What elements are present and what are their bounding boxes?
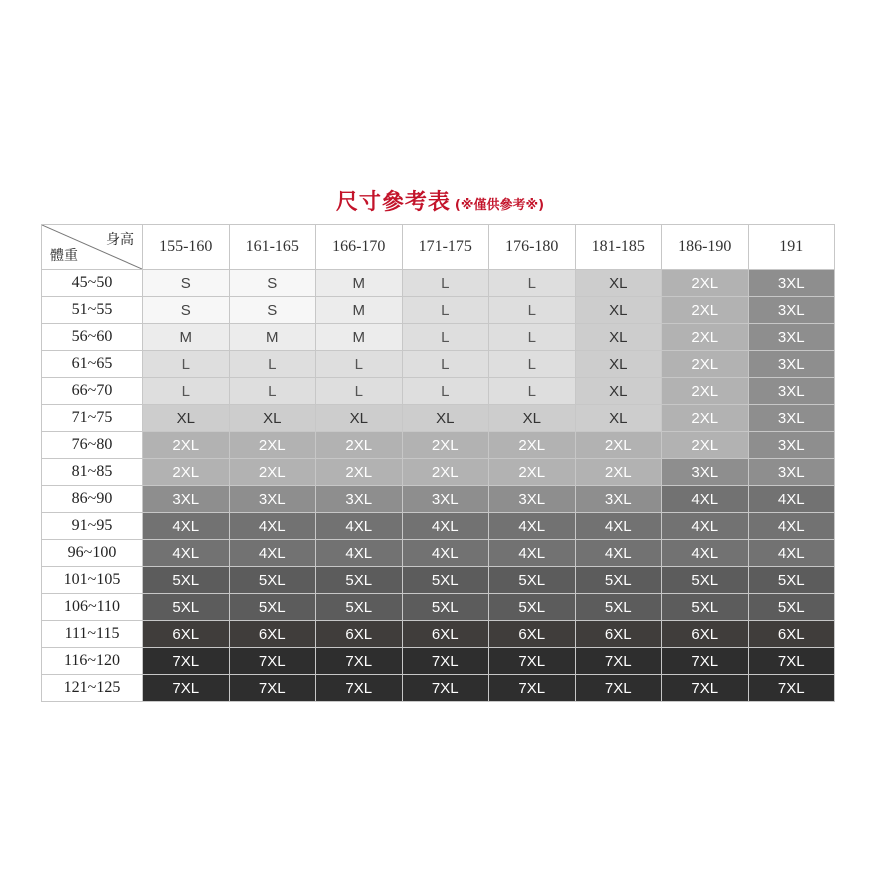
- size-cell: 2XL: [316, 459, 403, 486]
- table-row: [42, 675, 835, 702]
- size-table: [41, 224, 835, 702]
- size-cell: 3XL: [489, 486, 576, 513]
- table-row: [42, 513, 835, 540]
- size-cell: S: [229, 270, 316, 297]
- size-cell: 4XL: [229, 513, 316, 540]
- table-row: [42, 594, 835, 621]
- size-cell: L: [402, 324, 489, 351]
- size-cell: 2XL: [662, 405, 749, 432]
- size-cell: XL: [575, 405, 662, 432]
- size-cell: 5XL: [316, 594, 403, 621]
- size-cell: L: [489, 297, 576, 324]
- size-cell: 5XL: [662, 594, 749, 621]
- size-cell: 7XL: [489, 675, 576, 702]
- size-cell: XL: [316, 405, 403, 432]
- size-cell: 2XL: [489, 432, 576, 459]
- size-cell: 2XL: [143, 432, 230, 459]
- title-main: 尺寸參考表: [335, 190, 451, 215]
- size-cell: 6XL: [402, 621, 489, 648]
- size-cell: 7XL: [489, 648, 576, 675]
- size-cell: 5XL: [575, 594, 662, 621]
- height-header: 161-165: [229, 225, 316, 270]
- size-cell: 2XL: [662, 270, 749, 297]
- title-note: (※僅供參考※): [454, 198, 545, 213]
- size-cell: 5XL: [489, 594, 576, 621]
- size-cell: XL: [402, 405, 489, 432]
- size-cell: 3XL: [748, 405, 835, 432]
- size-cell: 5XL: [143, 567, 230, 594]
- size-cell: 6XL: [662, 621, 749, 648]
- size-cell: 2XL: [662, 432, 749, 459]
- size-cell: 3XL: [748, 270, 835, 297]
- size-cell: L: [489, 324, 576, 351]
- size-cell: 4XL: [316, 513, 403, 540]
- height-header: 186-190: [662, 225, 749, 270]
- size-cell: 2XL: [662, 324, 749, 351]
- size-cell: 7XL: [748, 648, 835, 675]
- table-row: [42, 621, 835, 648]
- size-cell: 3XL: [402, 486, 489, 513]
- size-cell: 3XL: [748, 324, 835, 351]
- size-cell: XL: [575, 351, 662, 378]
- size-cell: 7XL: [143, 675, 230, 702]
- size-cell: XL: [489, 405, 576, 432]
- weight-cell: 45~50: [42, 270, 143, 297]
- size-cell: 6XL: [748, 621, 835, 648]
- size-cell: 7XL: [316, 675, 403, 702]
- size-cell: 4XL: [143, 513, 230, 540]
- size-cell: 2XL: [489, 459, 576, 486]
- size-cell: L: [402, 351, 489, 378]
- weight-cell: 91~95: [42, 513, 143, 540]
- size-cell: 6XL: [229, 621, 316, 648]
- size-cell: 6XL: [143, 621, 230, 648]
- height-label: 身高: [106, 232, 134, 248]
- size-cell: XL: [575, 378, 662, 405]
- size-cell: L: [402, 270, 489, 297]
- height-header: 181-185: [575, 225, 662, 270]
- size-cell: L: [402, 297, 489, 324]
- size-cell: 5XL: [575, 567, 662, 594]
- size-cell: 4XL: [748, 513, 835, 540]
- size-cell: S: [143, 297, 230, 324]
- size-cell: S: [143, 270, 230, 297]
- height-header: 155-160: [143, 225, 230, 270]
- size-cell: 5XL: [229, 594, 316, 621]
- size-cell: 6XL: [575, 621, 662, 648]
- size-cell: 3XL: [575, 486, 662, 513]
- size-cell: L: [229, 351, 316, 378]
- size-cell: 7XL: [748, 675, 835, 702]
- size-cell: 2XL: [143, 459, 230, 486]
- weight-cell: 96~100: [42, 540, 143, 567]
- table-row: [42, 486, 835, 513]
- size-cell: 7XL: [402, 648, 489, 675]
- size-cell: 4XL: [748, 486, 835, 513]
- height-header: 176-180: [489, 225, 576, 270]
- size-cell: L: [489, 378, 576, 405]
- size-cell: 4XL: [489, 540, 576, 567]
- size-cell: 4XL: [662, 513, 749, 540]
- weight-cell: 66~70: [42, 378, 143, 405]
- size-cell: 5XL: [229, 567, 316, 594]
- size-cell: 2XL: [229, 432, 316, 459]
- size-cell: 4XL: [662, 486, 749, 513]
- size-cell: 3XL: [748, 459, 835, 486]
- size-cell: 5XL: [662, 567, 749, 594]
- size-cell: 7XL: [316, 648, 403, 675]
- size-cell: 4XL: [143, 540, 230, 567]
- weight-cell: 111~115: [42, 621, 143, 648]
- height-header: 191: [748, 225, 835, 270]
- size-cell: 2XL: [662, 378, 749, 405]
- size-cell: 2XL: [229, 459, 316, 486]
- size-cell: XL: [575, 324, 662, 351]
- size-cell: 7XL: [662, 675, 749, 702]
- weight-cell: 76~80: [42, 432, 143, 459]
- weight-cell: 56~60: [42, 324, 143, 351]
- size-cell: L: [489, 270, 576, 297]
- size-cell: 4XL: [402, 513, 489, 540]
- height-header: 166-170: [316, 225, 403, 270]
- size-cell: 2XL: [575, 432, 662, 459]
- size-cell: 7XL: [575, 675, 662, 702]
- size-cell: 7XL: [402, 675, 489, 702]
- weight-cell: 51~55: [42, 297, 143, 324]
- size-cell: 4XL: [575, 540, 662, 567]
- height-header: 171-175: [402, 225, 489, 270]
- size-cell: XL: [229, 405, 316, 432]
- table-row: [42, 297, 835, 324]
- size-cell: 7XL: [662, 648, 749, 675]
- size-cell: 3XL: [748, 297, 835, 324]
- table-row: [42, 270, 835, 297]
- weight-cell: 86~90: [42, 486, 143, 513]
- size-cell: 4XL: [402, 540, 489, 567]
- weight-cell: 81~85: [42, 459, 143, 486]
- table-row: [42, 405, 835, 432]
- corner-cell: [42, 225, 143, 270]
- size-cell: 2XL: [402, 459, 489, 486]
- size-cell: L: [143, 378, 230, 405]
- weight-cell: 106~110: [42, 594, 143, 621]
- size-cell: 5XL: [143, 594, 230, 621]
- size-cell: 5XL: [316, 567, 403, 594]
- chart-title: [0, 186, 880, 223]
- size-cell: 2XL: [575, 459, 662, 486]
- size-cell: 3XL: [229, 486, 316, 513]
- size-cell: 4XL: [489, 513, 576, 540]
- size-cell: 5XL: [489, 567, 576, 594]
- weight-cell: 61~65: [42, 351, 143, 378]
- size-cell: L: [316, 351, 403, 378]
- size-cell: L: [229, 378, 316, 405]
- size-cell: 6XL: [316, 621, 403, 648]
- size-cell: M: [316, 270, 403, 297]
- size-cell: XL: [575, 297, 662, 324]
- size-cell: 4XL: [316, 540, 403, 567]
- size-cell: 6XL: [489, 621, 576, 648]
- size-cell: 5XL: [402, 567, 489, 594]
- size-cell: M: [316, 297, 403, 324]
- table-row: [42, 540, 835, 567]
- weight-cell: 116~120: [42, 648, 143, 675]
- table-row: [42, 648, 835, 675]
- size-cell: 5XL: [748, 567, 835, 594]
- size-cell: 7XL: [229, 675, 316, 702]
- weight-label: 體重: [50, 248, 78, 264]
- table-row: [42, 351, 835, 378]
- size-cell: 7XL: [229, 648, 316, 675]
- size-cell: L: [402, 378, 489, 405]
- size-cell: M: [316, 324, 403, 351]
- size-cell: 3XL: [143, 486, 230, 513]
- size-cell: 4XL: [575, 513, 662, 540]
- size-cell: 5XL: [748, 594, 835, 621]
- size-cell: S: [229, 297, 316, 324]
- size-cell: XL: [575, 270, 662, 297]
- size-cell: 2XL: [402, 432, 489, 459]
- size-cell: M: [229, 324, 316, 351]
- size-cell: 3XL: [748, 351, 835, 378]
- size-cell: 3XL: [316, 486, 403, 513]
- size-cell: 5XL: [402, 594, 489, 621]
- table-row: [42, 324, 835, 351]
- size-cell: 7XL: [143, 648, 230, 675]
- size-cell: 3XL: [662, 459, 749, 486]
- weight-cell: 101~105: [42, 567, 143, 594]
- size-cell: L: [489, 351, 576, 378]
- table-row: [42, 432, 835, 459]
- size-cell: 4XL: [662, 540, 749, 567]
- size-cell: XL: [143, 405, 230, 432]
- size-cell: 4XL: [229, 540, 316, 567]
- header-row: [42, 225, 835, 270]
- weight-cell: 121~125: [42, 675, 143, 702]
- size-cell: 3XL: [748, 432, 835, 459]
- table-row: [42, 567, 835, 594]
- size-cell: 2XL: [662, 351, 749, 378]
- table-row: [42, 459, 835, 486]
- size-cell: 4XL: [748, 540, 835, 567]
- size-cell: 2XL: [316, 432, 403, 459]
- size-cell: M: [143, 324, 230, 351]
- size-cell: L: [316, 378, 403, 405]
- table-row: [42, 378, 835, 405]
- weight-cell: 71~75: [42, 405, 143, 432]
- size-cell: 7XL: [575, 648, 662, 675]
- size-cell: 2XL: [662, 297, 749, 324]
- size-cell: 3XL: [748, 378, 835, 405]
- size-cell: L: [143, 351, 230, 378]
